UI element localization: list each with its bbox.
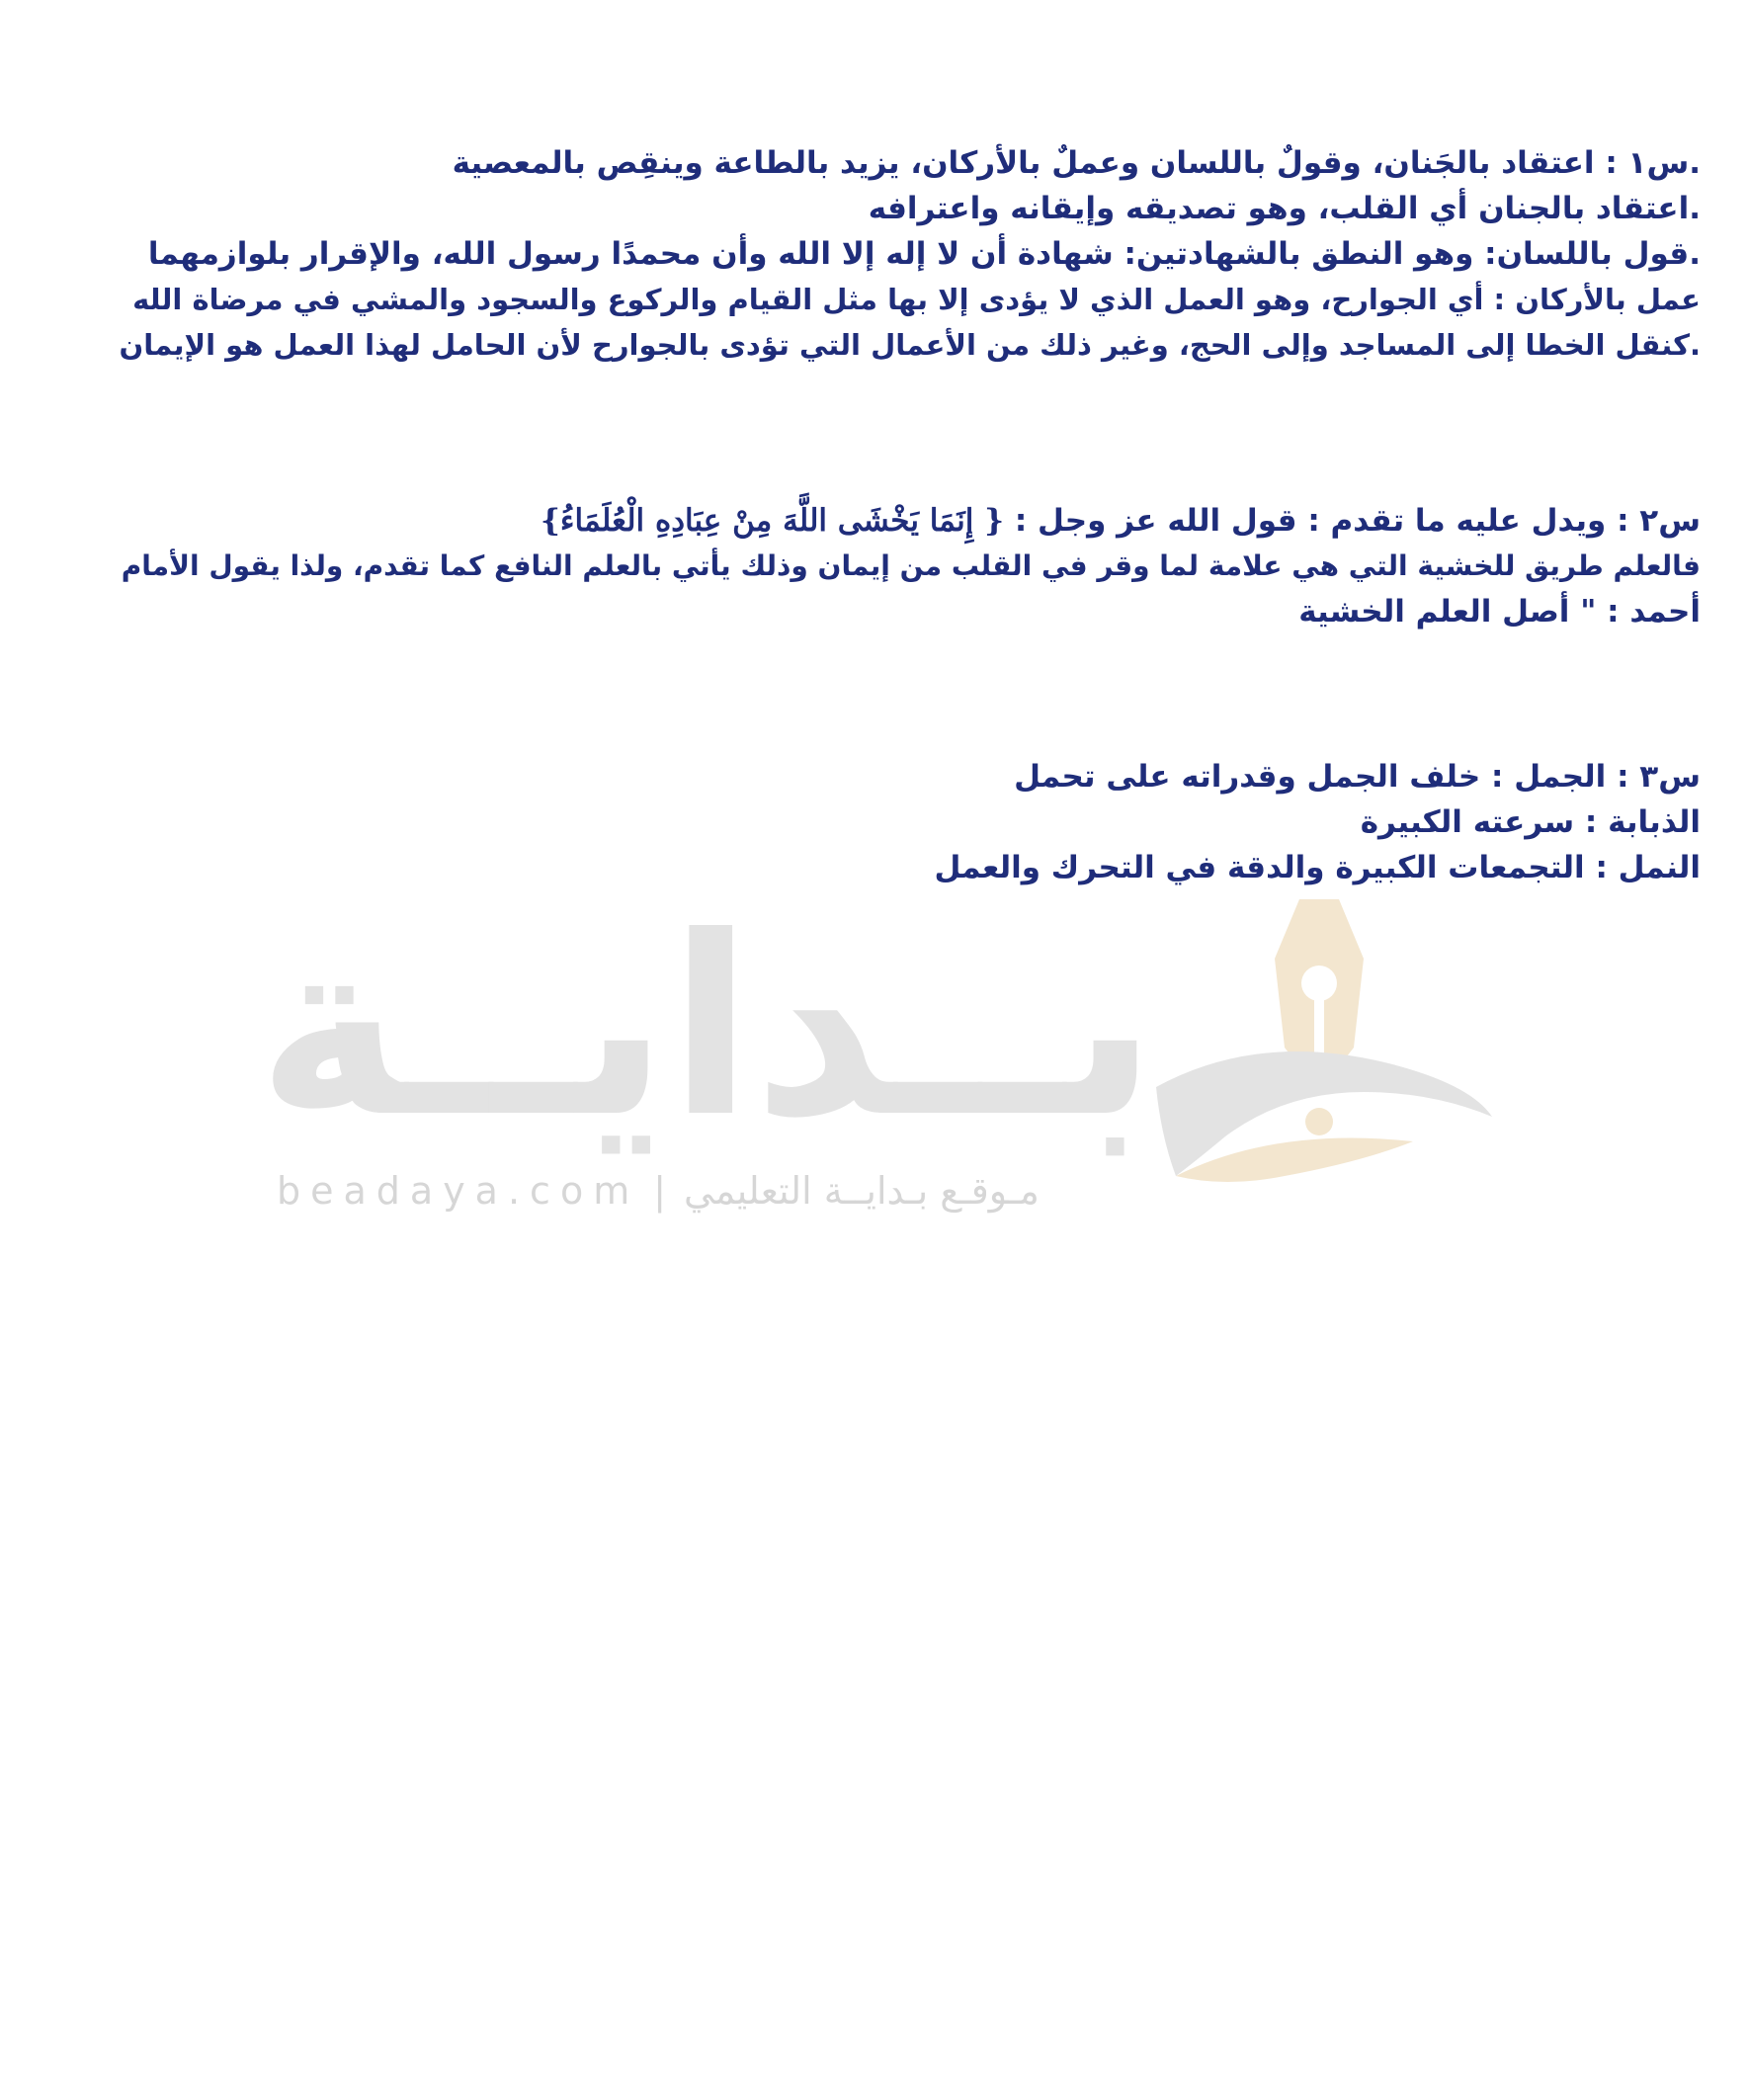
answer-3-line-3: النمل : التجمعات الكبيرة والدقة في التحرك والعمل (934, 850, 1701, 885)
answer-1-line-3: .قول باللسان: وهو النطق بالشهادتين: شهادة أن لا إله إلا الله وأن محمدًا رسول الله، والإقرار بلوازمهما (147, 236, 1701, 272)
answer-2-line-2: فالعلم طريق للخشية التي هي علامة لما وقر في القلب من إيمان وذلك يأتي بالعلم النافع كما تقدم، ولذا يقول الأمام (121, 549, 1701, 582)
answer-1-line-1: .س١ : اعتقاد بالجَنان، وقولٌ باللسان وعملٌ بالأركان، يزيد بالطاعة وينقِص بالمعصية (452, 145, 1701, 181)
answer-1-line-4: عمل بالأركان : أي الجوارح، وهو العمل الذي لا يؤدى إلا بها مثل القيام والركوع والسجود والمشي في مرضاة الله (132, 283, 1701, 316)
watermark-word: بــدايــة (257, 883, 1158, 1171)
answer-1-line-5: .كنقل الخطا إلى المساجد وإلى الحج، وغير ذلك من الأعمال التي تؤدى بالجوارح لأن الحامل لهذا العمل هو الإيمان (119, 328, 1701, 362)
answer-2-intro: س٢ : ويدل عليه ما تقدم : قول الله عز وجل : (1004, 503, 1701, 539)
beadaya-watermark (247, 880, 1502, 1235)
answer-1-line-2: .اعتقاد بالجنان أي القلب، وهو تصديقه وإيقانه واعترافه (868, 191, 1701, 226)
watermark-caption (277, 1166, 1040, 1216)
answer-1-block (95, 140, 1701, 368)
watermark-separator: | (653, 1169, 671, 1213)
pen-nib-logo-icon (1117, 880, 1502, 1206)
watermark-tagline: مـوقـع بـدايــة التعليمي (684, 1169, 1040, 1213)
quran-verse: { إِنَمَا يَخْشَى اللَّهَ مِنْ عِبَادِهِ الْعُلَمَاءُ} (541, 503, 1005, 539)
answer-3-line-2: الذبابة : سرعته الكبيرة (1360, 804, 1701, 840)
answer-3-line-1: س٣ : الجمل : خلف الجمل وقدراته على تحمل (1014, 759, 1701, 795)
answer-2-block (95, 498, 1701, 634)
answer-2-line-1 (95, 498, 1701, 544)
watermark-domain: beadaya.com (277, 1169, 640, 1213)
answer-3-block (95, 754, 1701, 890)
answer-2-line-3: أحمد : " أصل العلم الخشية (1298, 594, 1701, 630)
